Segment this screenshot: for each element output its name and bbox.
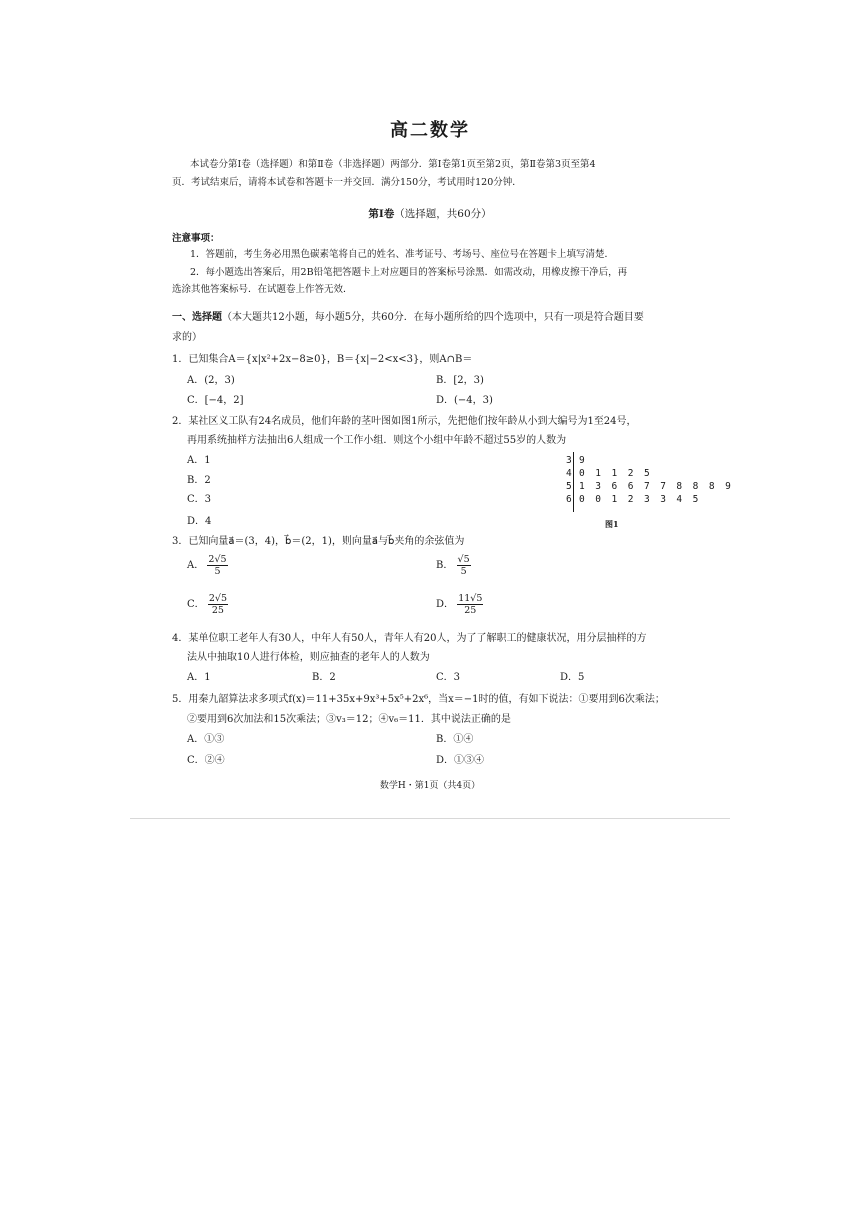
- stemplot-stem: 3: [566, 455, 572, 466]
- numerator: 11√5: [458, 593, 483, 604]
- numerator: 2√5: [208, 593, 227, 604]
- option-label: A．: [187, 560, 205, 571]
- q1-option-a: A．(2，3): [187, 375, 235, 386]
- q5-option-c: C．②④: [187, 755, 225, 766]
- stemplot-row: [566, 467, 733, 480]
- q2-option-a: A．1: [187, 455, 211, 466]
- stemplot-leaves: 1 3 6 6 7 7 8 8 8 9: [579, 481, 734, 492]
- fraction: [457, 593, 483, 616]
- page-divider: [130, 818, 730, 819]
- q3-option-d: [436, 593, 483, 616]
- section-1-heading: 一、选择题: [172, 312, 222, 323]
- volume-heading: [0, 206, 860, 221]
- q4-stem-line-2: 法从中抽取10人进行体检，则应抽查的老年人的人数为: [187, 652, 430, 663]
- denominator: 25: [464, 605, 477, 616]
- q3-option-b: [436, 554, 471, 577]
- q4-option-c: C．3: [436, 672, 461, 683]
- q2-option-d: D．4: [187, 516, 212, 527]
- stemplot-stem: 6: [566, 494, 572, 505]
- notice-item-2-line-1: 2．每小题选出答案后，用2B铅笔把答题卡上对应题目的答案标号涂黑．如需改动，用橡皮擦干净后，再: [190, 267, 628, 278]
- figure-1-caption: 图1: [605, 519, 619, 529]
- section-1-desc: （本大题共12小题，每小题5分，共60分．在每小题所给的四个选项中，只有一项是符合题目要: [222, 312, 644, 323]
- q5-option-d: D．①③④: [436, 755, 485, 766]
- section-1-desc-line-2: 求的）: [172, 332, 202, 343]
- q5-option-a: A．①③: [187, 734, 225, 745]
- denominator: 5: [460, 566, 467, 577]
- volume-note: （选择题，共60分）: [394, 208, 492, 220]
- exam-title: 高二数学: [390, 120, 470, 141]
- option-label: C．: [187, 599, 205, 610]
- stemplot-row: [566, 480, 733, 493]
- denominator: 5: [214, 566, 221, 577]
- q2-stem-line-2: 再用系统抽样方法抽出6人组成一个工作小组．则这个小组中年龄不超过55岁的人数为: [187, 435, 567, 446]
- q4-option-a: A．1: [187, 672, 211, 683]
- option-label: D．: [436, 599, 455, 610]
- q3-stem: 3．已知向量a⃗＝(3，4)，b⃗＝(2，1)，则向量a⃗与b⃗夹角的余弦值为: [172, 536, 465, 547]
- intro-line-2: 页．考试结束后，请将本试卷和答题卡一并交回．满分150分，考试用时120分钟．: [172, 177, 522, 188]
- stemplot-stem: 4: [566, 468, 572, 479]
- option-label: B．: [436, 560, 454, 571]
- q5-stem-line-1: 5．用秦九韶算法求多项式f(x)＝11+35x+9x³+5x⁵+2x⁶，当x＝−1时的值，有如下说法：①要用到6次乘法；: [172, 694, 665, 705]
- q4-option-d: D．5: [560, 672, 585, 683]
- numerator: √5: [457, 554, 470, 565]
- q2-option-b: B．2: [187, 475, 211, 486]
- notice-heading: 注意事项：: [172, 233, 220, 244]
- stemplot-stem: 5: [566, 481, 572, 492]
- stemplot-row: [566, 454, 733, 467]
- q1-option-c: C．[−4，2]: [187, 395, 244, 406]
- q2-option-c: C．3: [187, 494, 212, 505]
- stemplot-row: [566, 493, 733, 506]
- stemplot-leaves: 0 1 1 2 5: [579, 468, 653, 479]
- section-1-heading-line: [172, 308, 644, 323]
- notice-item-2-line-2: 选涂其他答案标号．在试题卷上作答无效．: [172, 284, 353, 295]
- q1-option-b: B．[2，3): [436, 375, 484, 386]
- stemplot-leaves: 9: [579, 455, 588, 466]
- volume-label: 第Ⅰ卷: [368, 208, 395, 220]
- q2-stem-line-1: 2．某社区义工队有24名成员，他们年龄的茎叶图如图1所示，先把他们按年龄从小到大编号为1至24号，: [172, 416, 637, 427]
- q3-option-c: [187, 593, 228, 616]
- q3-option-a: [187, 554, 228, 577]
- stemplot-leaves: 0 0 1 2 3 3 4 5: [579, 494, 701, 505]
- q4-stem-line-1: 4．某单位职工老年人有30人，中年人有50人，青年人有20人，为了了解职工的健康状况，用分层抽样的方: [172, 633, 647, 644]
- stemplot: [566, 454, 733, 506]
- q1-option-d: D．(−4，3): [436, 395, 493, 406]
- fraction: [208, 593, 228, 616]
- notice-item-1: 1．答题前，考生务必用黑色碳素笔将自己的姓名、准考证号、考场号、座位号在答题卡上填写清楚．: [190, 249, 615, 260]
- fraction: [457, 554, 471, 577]
- q4-option-b: B．2: [312, 672, 336, 683]
- intro-line-1: 本试卷分第Ⅰ卷（选择题）和第Ⅱ卷（非选择题）两部分．第Ⅰ卷第1页至第2页，第Ⅱ卷第3页至第4: [190, 159, 596, 170]
- denominator: 25: [211, 605, 224, 616]
- q1-stem: 1．已知集合A＝{x|x²+2x−8≥0}，B＝{x|−2<x<3}，则A∩B＝: [172, 354, 473, 365]
- numerator: 2√5: [208, 554, 227, 565]
- q5-stem-line-2: ②要用到6次加法和15次乘法；③v₃＝12；④v₆＝11．其中说法正确的是: [187, 714, 511, 725]
- page-footer: 数学H・第1页（共4页）: [379, 781, 481, 791]
- q5-option-b: B．①④: [436, 734, 474, 745]
- fraction: [207, 554, 227, 577]
